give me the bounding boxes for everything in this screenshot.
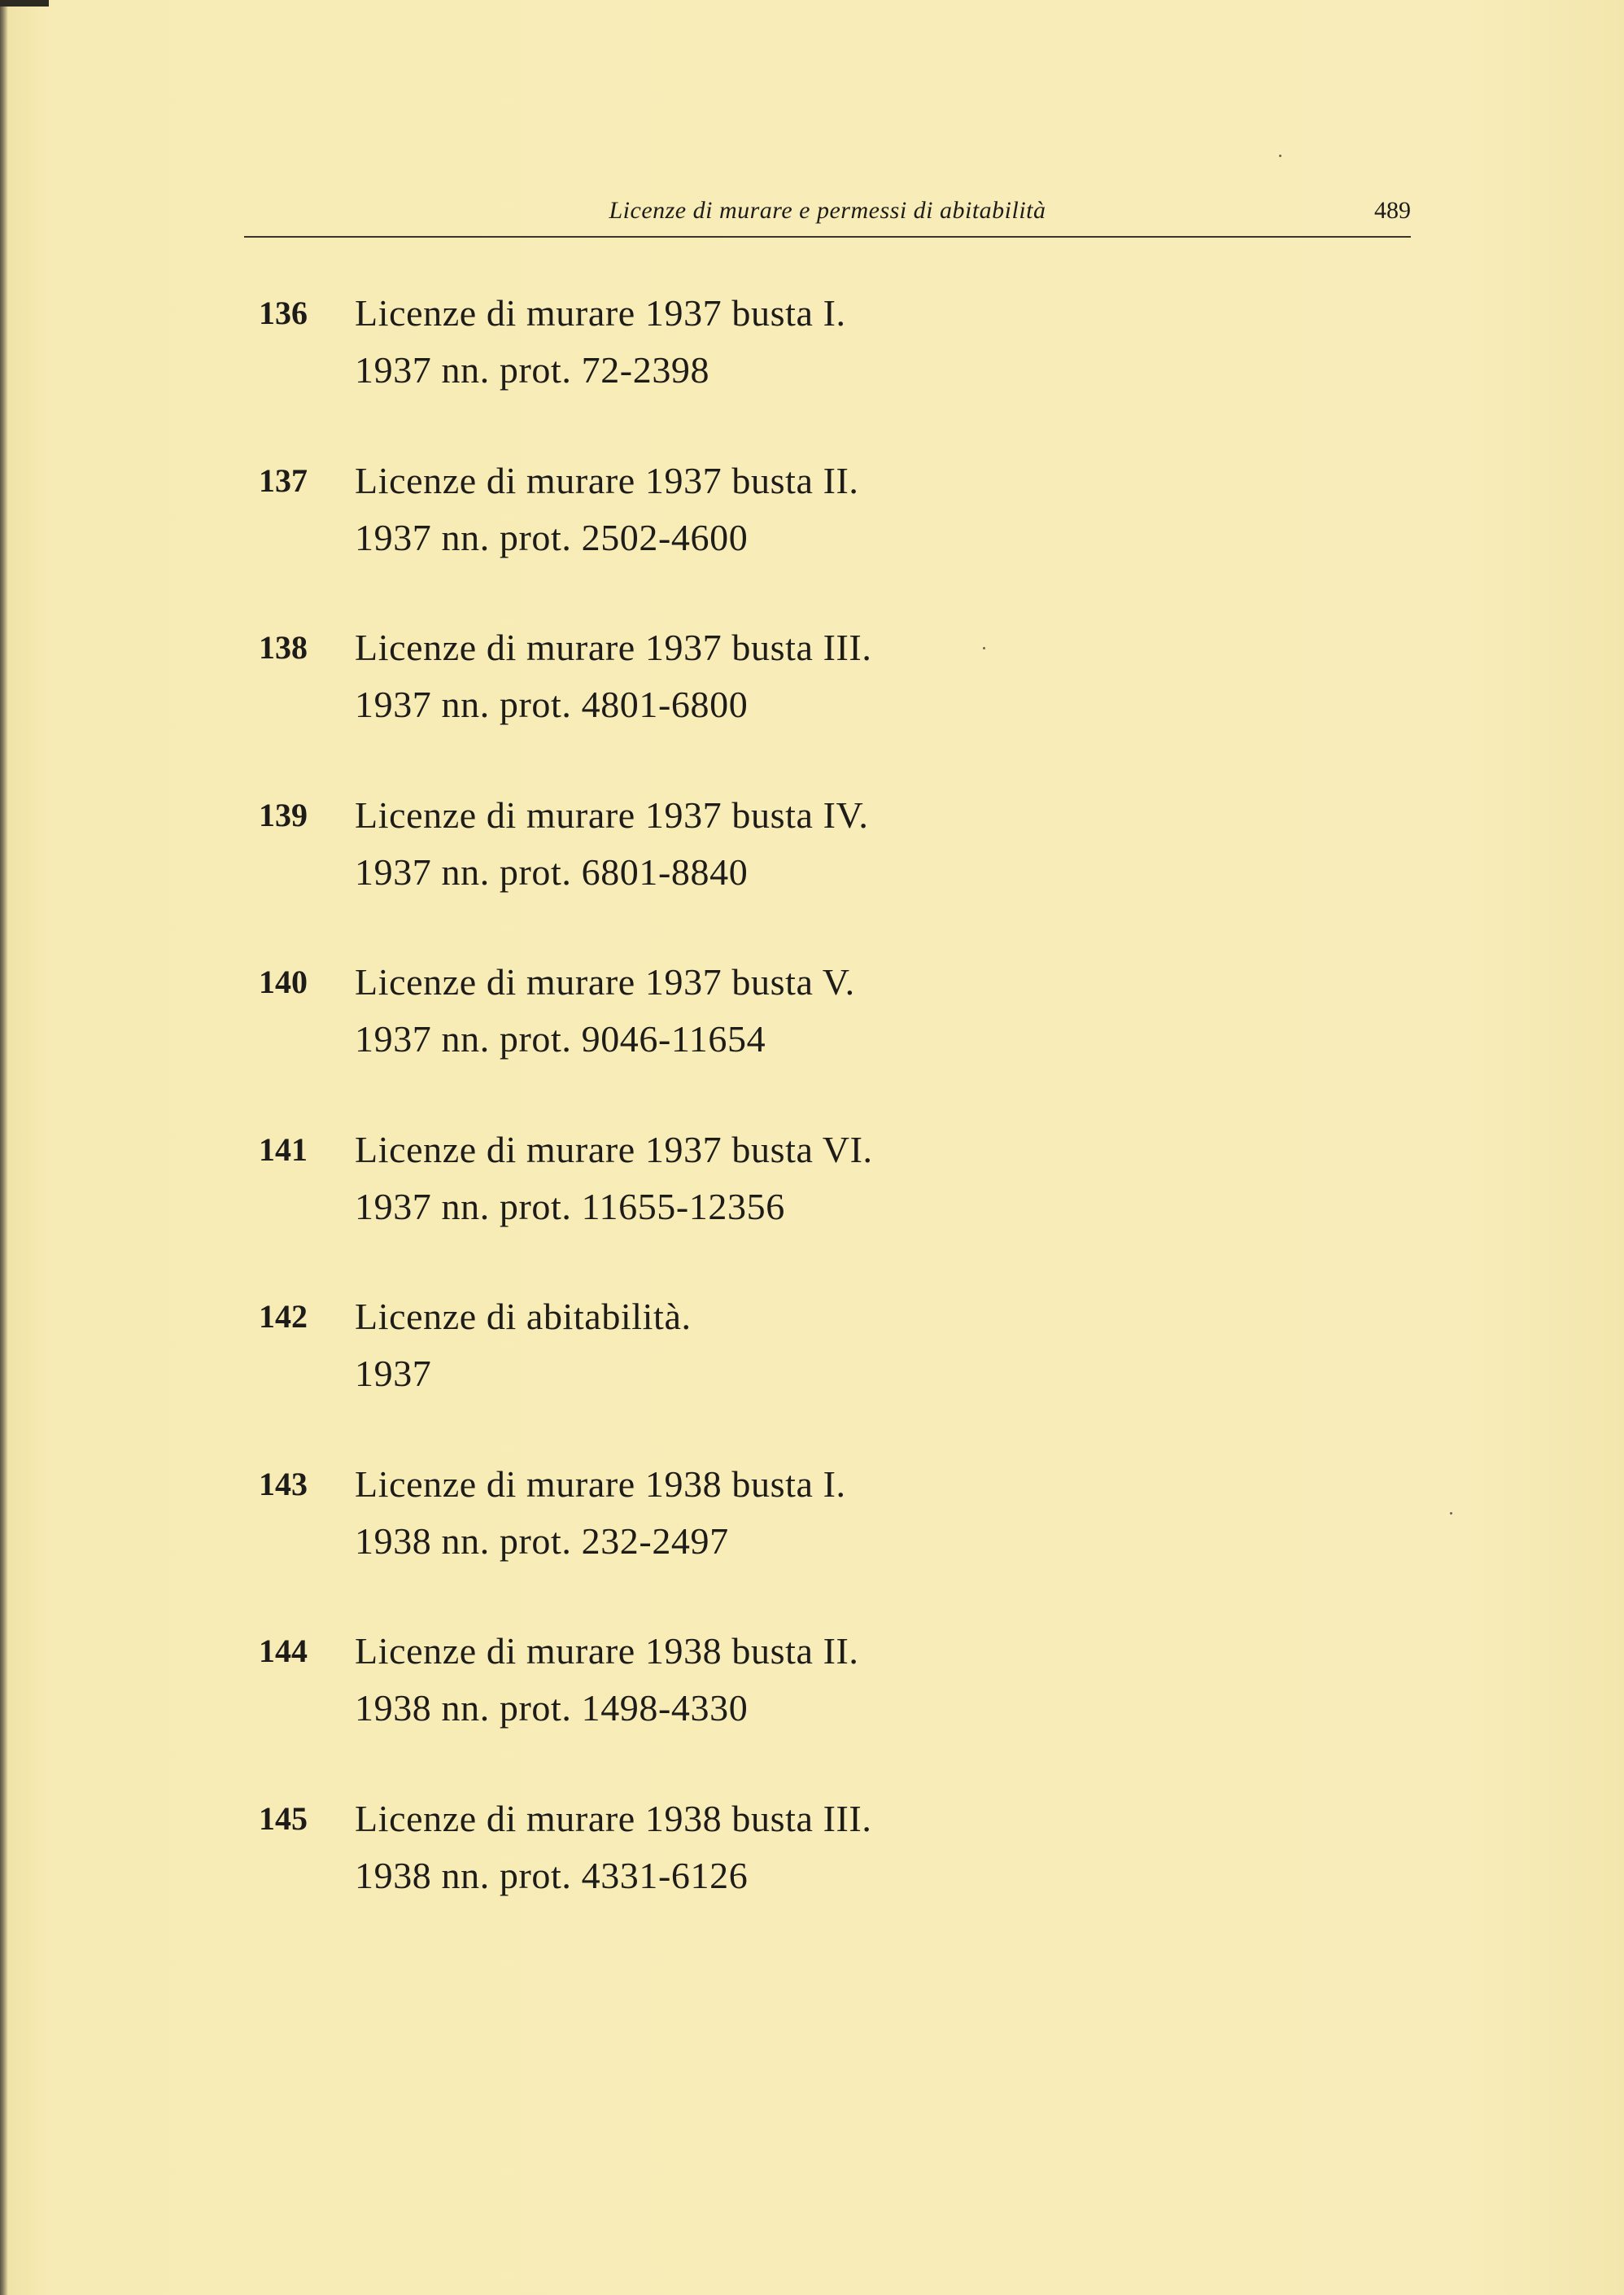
paper-speck: [983, 647, 985, 649]
entry-detail: 1937 nn. prot. 4801-6800: [355, 684, 749, 725]
entry-number: 141: [259, 1130, 308, 1168]
entry-detail: 1938 nn. prot. 232-2497: [355, 1519, 729, 1562]
entry-number: 144: [259, 1633, 308, 1669]
entry-number: 136: [259, 295, 308, 331]
list-item: [259, 954, 991, 1121]
entry-number: 143: [259, 1465, 308, 1502]
entry-number: 137: [259, 461, 308, 499]
entry-title: Licenze di murare 1937 busta I.: [355, 292, 846, 334]
list-item: [259, 1121, 991, 1289]
entry-number: 142: [259, 1298, 308, 1335]
list-item: [259, 619, 991, 787]
entry-title: Licenze di murare 1937 busta III.: [355, 627, 872, 668]
entry-number: 145: [259, 1799, 308, 1837]
entry-title: Licenze di murare 1937 busta IV.: [355, 793, 869, 836]
entry-detail: 1937 nn. prot. 9046-11654: [355, 1018, 766, 1060]
entry-number: 140: [259, 964, 308, 1000]
entry-title: Licenze di abitabilità.: [355, 1296, 692, 1337]
entry-detail: 1937 nn. prot. 6801-8840: [355, 850, 749, 893]
running-title: Licenze di murare e permessi di abitabilità: [609, 197, 1046, 224]
entry-detail: 1937: [355, 1353, 432, 1394]
paper-speck: [1450, 1512, 1452, 1515]
list-item: [259, 1288, 991, 1456]
page-spine-shadow: [0, 0, 8, 2295]
entry-detail: 1938 nn. prot. 4331-6126: [355, 1854, 749, 1896]
entry-detail: 1937 nn. prot. 72-2398: [355, 349, 710, 391]
paper-speck: [1279, 155, 1281, 157]
entry-title: Licenze di murare 1937 busta VI.: [355, 1128, 873, 1170]
entry-number: 139: [259, 796, 308, 833]
entry-list: [259, 285, 991, 1957]
page-number: 489: [1374, 197, 1411, 224]
list-item: [259, 1790, 991, 1958]
list-item: [259, 452, 991, 620]
entry-detail: 1938 nn. prot. 1498-4330: [355, 1687, 749, 1729]
entry-title: Licenze di murare 1938 busta II.: [355, 1630, 859, 1672]
entry-detail: 1937 nn. prot. 2502-4600: [355, 516, 749, 558]
entry-title: Licenze di murare 1937 busta II.: [355, 459, 859, 501]
entry-title: Licenze di murare 1938 busta I.: [355, 1462, 846, 1505]
entry-number: 138: [259, 629, 308, 666]
entry-title: Licenze di murare 1938 busta III.: [355, 1797, 872, 1839]
entry-title: Licenze di murare 1937 busta V.: [355, 961, 855, 1003]
list-item: [259, 1456, 991, 1624]
list-item: [259, 787, 991, 955]
running-head: [244, 195, 1411, 238]
list-item: [259, 285, 991, 452]
page-corner-mark: [0, 0, 49, 7]
list-item: [259, 1623, 991, 1790]
entry-detail: 1937 nn. prot. 11655-12356: [355, 1185, 785, 1227]
